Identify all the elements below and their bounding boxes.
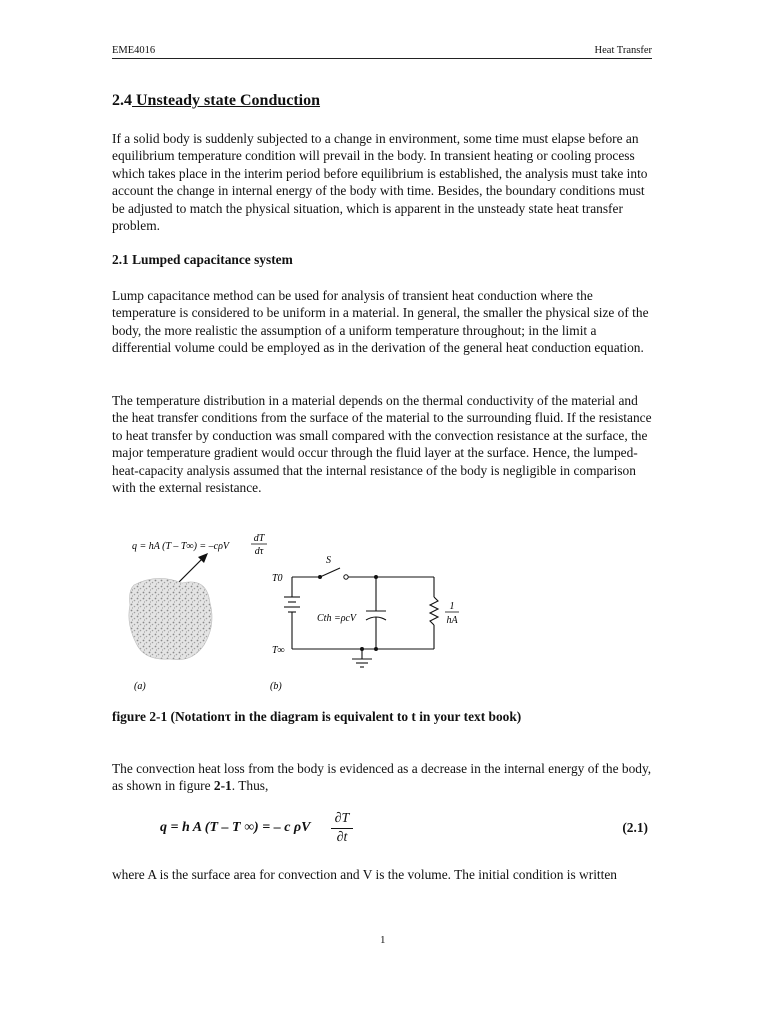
resistance-num: 1 [449,601,455,612]
header-subject: Heat Transfer [594,45,652,56]
solid-body-blob [129,578,212,659]
tinf-label: T∞ [272,645,285,656]
figure-caption [112,709,521,725]
equation-2-1 [160,810,660,850]
figure-reference: 2-1 [213,778,232,794]
section-title-text: Unsteady state Conduction [132,92,321,109]
figure-equation-num: dT [253,533,265,544]
t0-label: T0 [272,573,283,584]
section-title [112,92,320,110]
page-header [112,44,652,59]
subsection-title: 2.1 Lumped capacitance system [112,252,293,267]
equation-2-1-lhs: q = h A (T – T ∞) = – c ρV [160,820,311,835]
figure-label-a: (a) [134,681,146,692]
section-number: 2.4 [112,92,132,109]
resistance-den: hA [446,615,458,626]
equation-2-1-den: ∂t [336,830,348,845]
figure-2-1 [112,525,492,700]
figure-label-b: (b) [270,681,282,692]
equation-2-1-label: (2.1) [622,820,648,835]
circuit-node-bottom-left [360,647,364,651]
page-number: 1 [380,934,386,946]
rc-circuit [284,568,438,667]
figure-equation-den: dτ [254,546,264,557]
figure-caption-number: figure 2-1 [112,709,168,724]
capacitance-label: Cth =ρcV [317,613,357,624]
paragraph-lumped: Lump capacitance method can be used for analysis of transient heat conduction where the temperature is considered to be uniform in a material. In general, the smaller the physical size of the body, the more realistic the assumption of a uniform temperature throughout; in the limit a differential volume could be employed as in the derivation of the general heat conduction equation. [112,288,649,356]
paragraph-convection-a: The convection heat loss from the body is evidenced as a decrease in the internal energy of the body, as shown in figure [112,761,652,794]
paragraph-initial-condition: where A is the surface area for convection and V is the volume. The initial condition is written [112,867,617,882]
figure-caption-text: (Notationτ in the diagram is equivalent to t in your text book) [167,709,522,724]
paragraph-temperature: The temperature distribution in a material depends on the thermal conductivity of the material and the heat transfer conditions from the surface of the material to the surrounding fluid. If the resistance to heat transfer by conduction was small compared with the convection resistance at the surface, the major temperature gradient would occur through the fluid layer at the surface. Hence, the lumped-heat-capacity analysis assumed that the internal resistance of the body is negligible in comparison with the external resistance. [112,393,652,496]
switch-label: S [326,555,331,566]
paragraph-convection-b: . Thus, [231,778,269,794]
equation-2-1-fraction [331,810,353,847]
switch-contact [344,575,348,579]
paragraph-intro: If a solid body is suddenly subjected to a change in environment, some time must elapse before an equilibrium temperature condition will prevail in the body. In transient heating or cooling process which takes place in the interim period before equilibrium is established, the analysis must take into account the change in internal energy of the body with time. Besides, the boundary conditions must be adjusted to match the physical situation, which is apparent in the unsteady state heat transfer problem. [112,131,648,234]
circuit-node-bottom-right [374,647,378,651]
circuit-node-top [374,575,378,579]
course-code: EME4016 [112,45,156,56]
switch-pivot [318,575,322,579]
paragraph-convection [112,760,657,795]
equation-2-1-num: ∂T [331,810,353,829]
figure-equation-lhs: q = hA (T – T∞) = –cρV [132,541,230,552]
